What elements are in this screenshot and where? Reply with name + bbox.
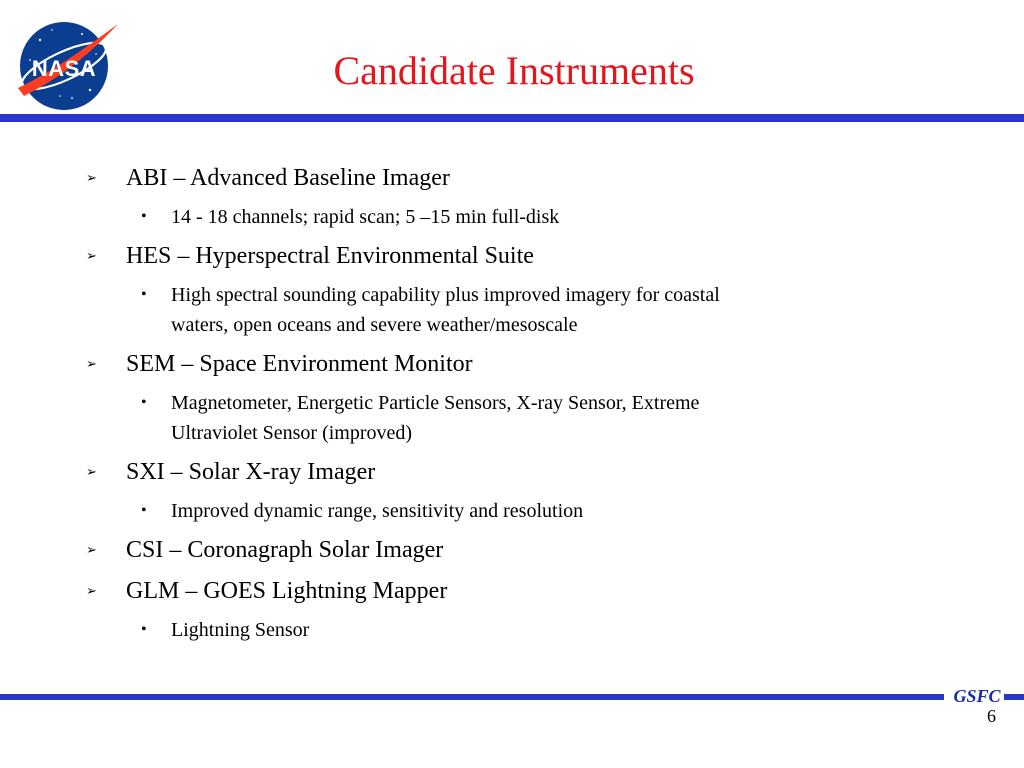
dot-icon: • xyxy=(141,502,147,519)
bullet-text: CSI – Coronagraph Solar Imager xyxy=(126,537,444,563)
sub-bullet-item xyxy=(141,496,891,526)
footer-label: GSFC xyxy=(953,686,1001,706)
chevron-icon: ➢ xyxy=(86,465,97,480)
footer-rule-tail xyxy=(1004,694,1024,700)
sub-bullet-item xyxy=(141,202,891,232)
sub-bullet-item xyxy=(141,615,891,645)
bullet-text: SEM – Space Environment Monitor xyxy=(126,351,473,377)
bullet-item xyxy=(86,577,448,605)
sub-bullet-line: High spectral sounding capability plus improved imagery for coastal xyxy=(171,284,720,306)
sub-bullet-line: Ultraviolet Sensor (improved) xyxy=(171,422,413,444)
chevron-icon: ➢ xyxy=(86,543,97,558)
chevron-icon: ➢ xyxy=(86,249,97,264)
sub-bullet-line: waters, open oceans and severe weather/mesoscale xyxy=(171,314,578,336)
bullet-text: ABI – Advanced Baseline Imager xyxy=(126,165,450,191)
chevron-icon: ➢ xyxy=(86,584,97,599)
chevron-icon: ➢ xyxy=(86,357,97,372)
sub-bullet-line: Improved dynamic range, sensitivity and resolution xyxy=(171,500,584,522)
bullet-text: HES – Hyperspectral Environmental Suite xyxy=(126,243,534,269)
sub-bullet-line: 14 - 18 channels; rapid scan; 5 –15 min full-disk xyxy=(171,206,560,228)
bullet-text: GLM – GOES Lightning Mapper xyxy=(126,578,448,604)
sub-bullet-line: Lightning Sensor xyxy=(171,619,310,641)
bullet-text: SXI – Solar X-ray Imager xyxy=(126,459,376,485)
bullet-item xyxy=(86,458,376,486)
page-number: 6 xyxy=(987,706,996,726)
logo-wordmark: NASA xyxy=(31,56,97,81)
slide-title: Candidate Instruments xyxy=(333,48,695,93)
bullet-item xyxy=(86,350,473,378)
sub-bullet-item xyxy=(141,388,891,448)
dot-icon: • xyxy=(141,621,147,638)
bullet-item xyxy=(86,164,450,192)
bullet-item xyxy=(86,242,534,270)
dot-icon: • xyxy=(141,394,147,411)
chevron-icon: ➢ xyxy=(86,171,97,186)
dot-icon: • xyxy=(141,286,147,303)
dot-icon: • xyxy=(141,208,147,225)
bullet-item xyxy=(86,536,444,564)
sub-bullet-item xyxy=(141,280,891,340)
sub-bullet-line: Magnetometer, Energetic Particle Sensors, X-ray Sensor, Extreme xyxy=(171,392,700,414)
footer-rule xyxy=(0,694,944,700)
